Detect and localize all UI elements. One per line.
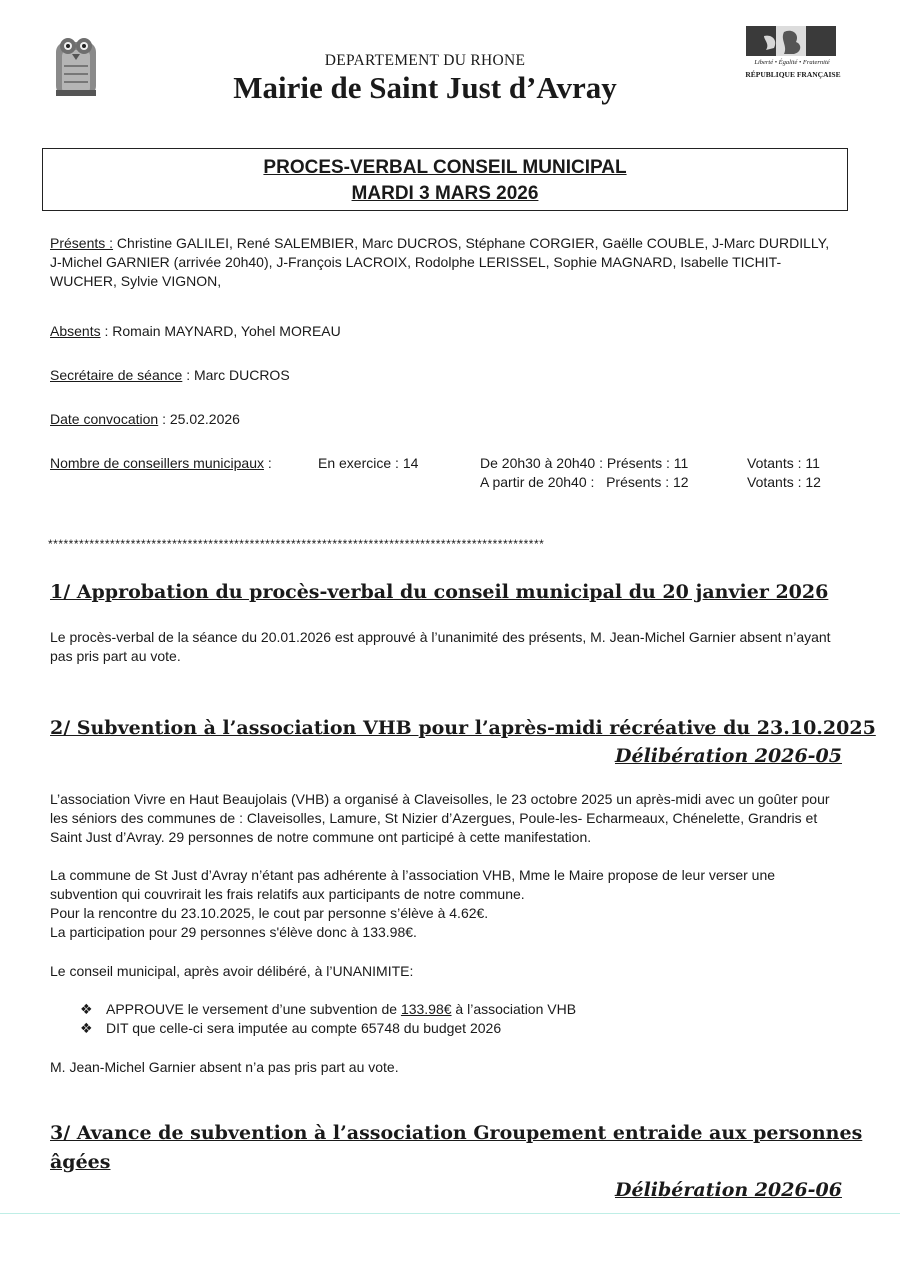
mairie-title: Mairie de Saint Just d’Avray xyxy=(233,70,617,105)
votants-1: Votants : 11 xyxy=(747,455,820,471)
convocation-label: Date convocation xyxy=(50,411,159,427)
period-2: A partir de 20h40 : Présents : 12 xyxy=(480,474,689,490)
conseil-decision-intro: Le conseil municipal, après avoir délibéré, à l’UNANIMITE: xyxy=(50,963,414,979)
cost-per-person: Pour la rencontre du 23.10.2025, le cout par personne s’élève à 4.62€. xyxy=(50,905,489,921)
decision-bullet-2 xyxy=(80,1019,501,1038)
bullet-1-text-end: à l’association VHB xyxy=(451,1001,577,1017)
deliberation-2026-06: Délibération 2026-06 xyxy=(615,1179,842,1201)
presents-list: Christine GALILEI, René SALEMBIER, Marc DUCROS, Stéphane CORGIER, Gaëlle COUBLE, J-Marc DURDILLY, J-Michel GARNIER (arrivée 20h40), J-François LACROIX, Rodolphe LERISSEL, Sophie MAGNARD, Isabelle TICHIT-WUCHER, Sylvie VIGNON, xyxy=(50,235,830,289)
bullet-1-text: APPROUVE le versement d’une subvention de xyxy=(106,1001,401,1017)
department-name: DEPARTEMENT DU RHONE xyxy=(324,52,526,69)
total-participation: La participation pour 29 personnes s'élève donc à 133.98€. xyxy=(50,924,417,940)
section-3-heading: 3/ Avance de subvention à l’association Groupement entraide aux personnes xyxy=(50,1122,863,1144)
document-title: PROCES-VERBAL CONSEIL MUNICIPAL xyxy=(263,157,627,178)
convocation-date: : 25.02.2026 xyxy=(158,411,240,427)
absents-label: Absents xyxy=(50,323,101,339)
diamond-bullet-icon: ❖ xyxy=(80,1020,93,1036)
votants-2: Votants : 12 xyxy=(747,474,821,490)
presents-paragraph xyxy=(50,234,836,291)
secretaire-name: : Marc DUCROS xyxy=(182,367,290,383)
document-title-box xyxy=(42,148,848,211)
section-2-paragraph-2: La commune de St Just d’Avray n’étant pas adhérente à l’association VHB, Mme le Maire propose de leur verser une subvention qui couvrirait les frais relatifs aux participants de notre commune. xyxy=(50,867,776,902)
decision-bullet-1 xyxy=(80,1000,576,1019)
convocation-line xyxy=(50,410,240,429)
nombre-label: Nombre de conseillers municipaux xyxy=(50,455,264,471)
marianne-motto: Liberté • Égalité • Fraternité xyxy=(754,59,830,66)
section-2-vote-note: M. Jean-Michel Garnier absent n’a pas pris part au vote. xyxy=(50,1059,399,1075)
diamond-bullet-icon: ❖ xyxy=(80,1001,93,1017)
nombre-label-line xyxy=(50,454,272,473)
owl-logo xyxy=(52,32,100,98)
section-2-heading: 2/ Subvention à l’association VHB pour l’après-midi récréative du 23.10.2025 xyxy=(50,717,876,739)
nombre-colon: : xyxy=(264,455,272,471)
en-exercice: En exercice : 14 xyxy=(318,455,419,471)
section-2-paragraph-1: L’association Vivre en Haut Beaujolais (VHB) a organisé à Claveisolles, le 23 octobre 2025 un après-midi avec un goûter pour les séniors des communes de : Claveisolles, Lamure, St Nizier d’Azergues, Poule-les- Echarmeaux, Chénelette, Grandris et Saint Just d’Avray. 29 personnes de notre commune ont participé à cette manifestation. xyxy=(50,791,830,845)
secretaire-line xyxy=(50,366,290,385)
page-bottom-rule xyxy=(0,1213,900,1214)
republique-francaise: RÉPUBLIQUE FRANÇAISE xyxy=(745,70,841,79)
separator-stars: ************************************************************************************************ xyxy=(48,537,545,551)
deliberation-2026-05: Délibération 2026-05 xyxy=(615,745,842,767)
bullet-2-text: DIT que celle-ci sera imputée au compte 65748 du budget 2026 xyxy=(106,1020,502,1036)
section-3-heading-cont: âgées xyxy=(50,1151,111,1173)
secretaire-label: Secrétaire de séance xyxy=(50,367,183,383)
section-1-heading: 1/ Approbation du procès-verbal du conseil municipal du 20 janvier 2026 xyxy=(50,581,829,603)
subvention-amount: 133.98€ xyxy=(400,1001,452,1017)
presents-label: Présents : xyxy=(50,235,114,251)
period-1: De 20h30 à 20h40 : Présents : 11 xyxy=(480,455,689,471)
meeting-date: MARDI 3 MARS 2026 xyxy=(351,183,539,204)
absents-list: : Romain MAYNARD, Yohel MOREAU xyxy=(100,323,341,339)
section-1-body: Le procès-verbal de la séance du 20.01.2026 est approuvé à l’unanimité des présents, M. Jean-Michel Garnier absent n’ayant pas pris part au vote. xyxy=(50,629,831,664)
absents-line xyxy=(50,322,341,341)
